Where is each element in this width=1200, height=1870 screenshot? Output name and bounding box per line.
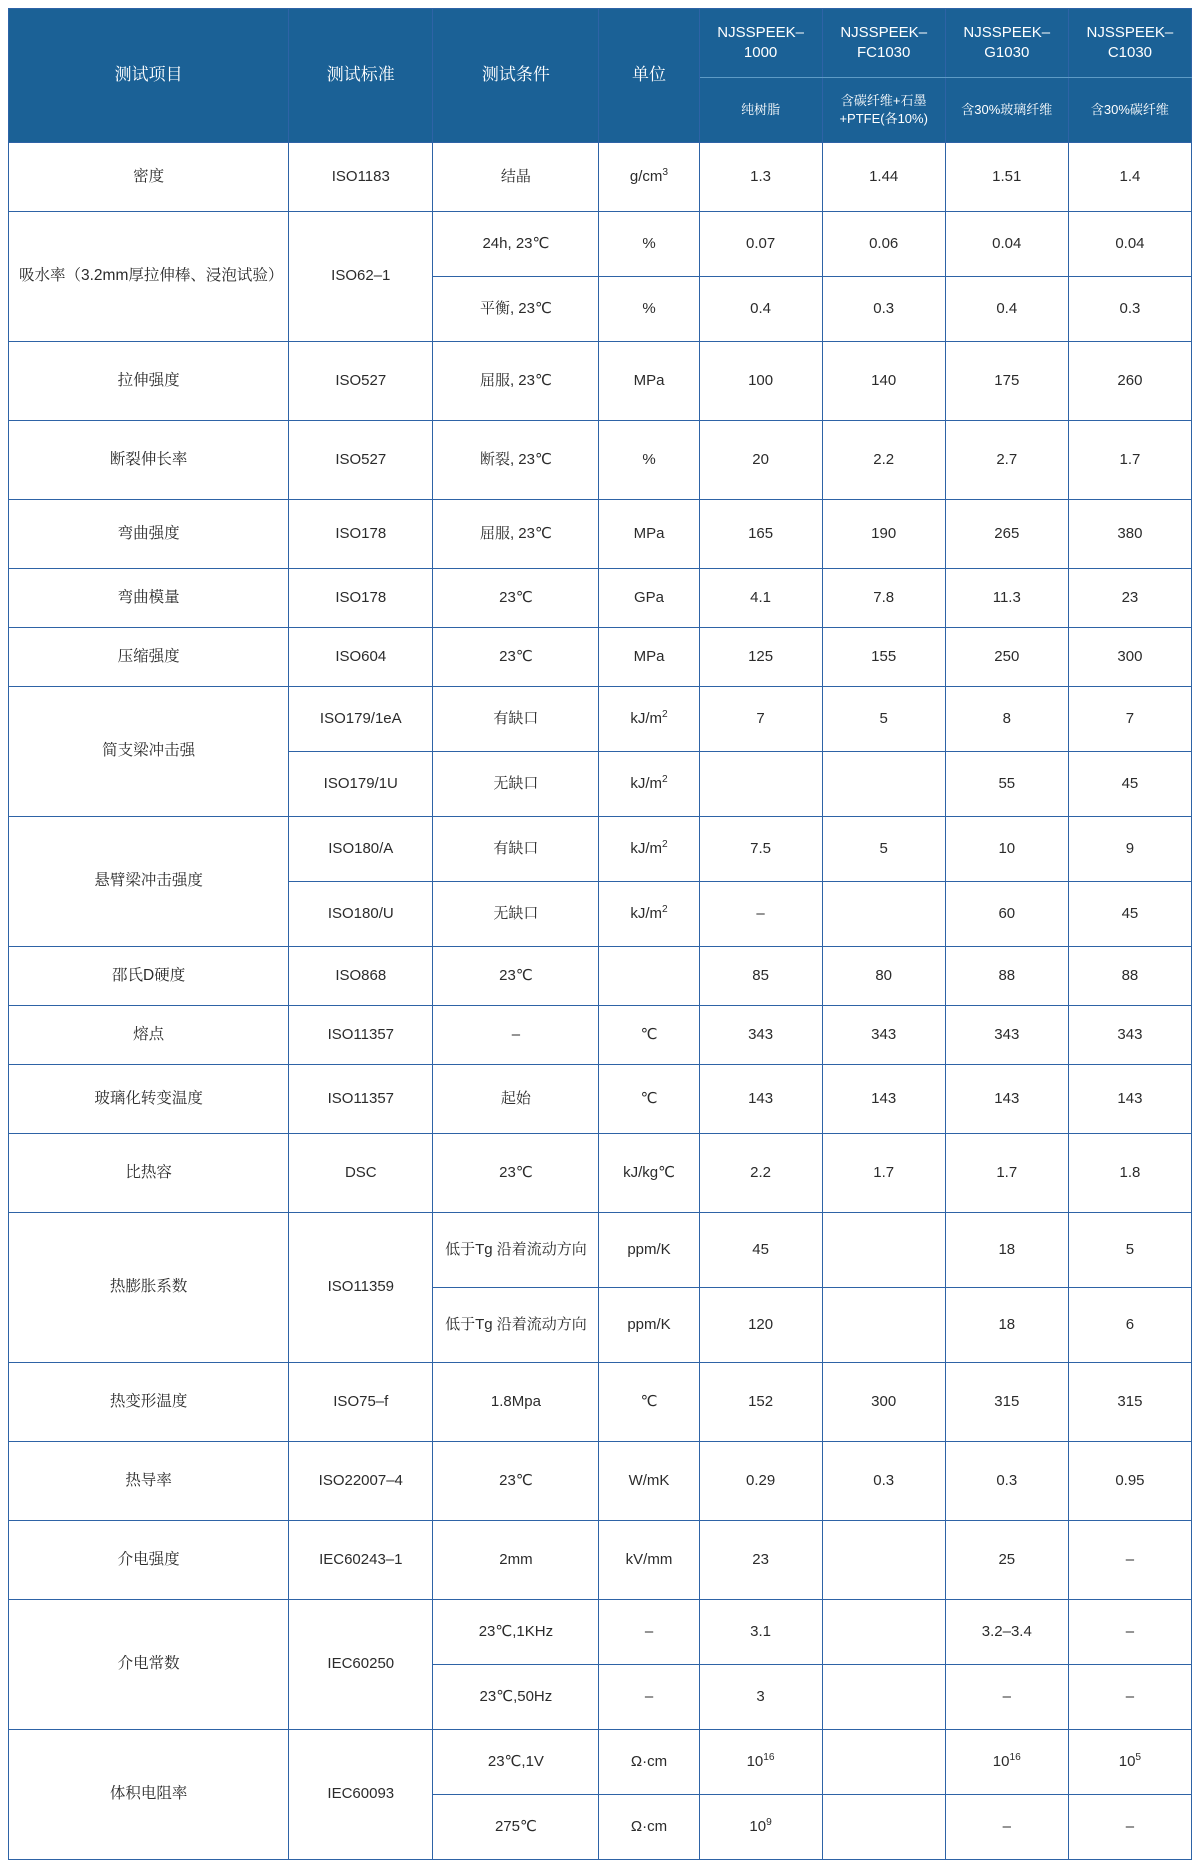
cell-value-product-2: 1.7 xyxy=(822,1134,945,1213)
cell-value-product-2: 343 xyxy=(822,1006,945,1065)
cell-test-condition: 1.8Mpa xyxy=(433,1363,599,1442)
cell-value-product-3: 10 xyxy=(945,817,1068,882)
cell-unit: ppm/K xyxy=(599,1213,699,1288)
cell-value-product-2: 300 xyxy=(822,1363,945,1442)
cell-test-item: 吸水率（3.2mm厚拉伸棒、浸泡试验） xyxy=(9,212,289,342)
cell-value-product-3: 2.7 xyxy=(945,421,1068,500)
cell-value-product-1 xyxy=(699,752,822,817)
cell-test-standard: ISO62–1 xyxy=(289,212,433,342)
cell-unit: Ω·cm xyxy=(599,1730,699,1795)
cell-value-product-4: 1.8 xyxy=(1068,1134,1191,1213)
cell-test-condition: 屈服, 23℃ xyxy=(433,342,599,421)
cell-value-product-4: 7 xyxy=(1068,687,1191,752)
cell-value-product-4: – xyxy=(1068,1795,1191,1860)
table-row xyxy=(9,569,1192,628)
cell-value-product-4: 23 xyxy=(1068,569,1191,628)
cell-value-product-4: 315 xyxy=(1068,1363,1191,1442)
cell-test-condition: 23℃ xyxy=(433,947,599,1006)
cell-value-product-1: 343 xyxy=(699,1006,822,1065)
cell-value-product-1: 1.3 xyxy=(699,143,822,212)
cell-test-condition: 有缺口 xyxy=(433,817,599,882)
table-row xyxy=(9,421,1192,500)
cell-value-product-3: 88 xyxy=(945,947,1068,1006)
cell-value-product-3: $10^{16}$ xyxy=(945,1730,1068,1795)
cell-test-item: 热变形温度 xyxy=(9,1363,289,1442)
cell-test-item: 压缩强度 xyxy=(9,628,289,687)
cell-value-product-1: 152 xyxy=(699,1363,822,1442)
table-row xyxy=(9,947,1192,1006)
cell-test-condition: 无缺口 xyxy=(433,882,599,947)
cell-test-condition: 低于Tg 沿着流动方向 xyxy=(433,1288,599,1363)
cell-value-product-4: 0.3 xyxy=(1068,277,1191,342)
cell-unit xyxy=(599,947,699,1006)
cell-value-product-4: 5 xyxy=(1068,1213,1191,1288)
header-product-4-desc: 含30%碳纤维 xyxy=(1068,78,1191,143)
cell-unit: kJ/kg℃ xyxy=(599,1134,699,1213)
cell-value-product-2 xyxy=(822,882,945,947)
header-product-3-desc: 含30%玻璃纤维 xyxy=(945,78,1068,143)
cell-value-product-2 xyxy=(822,1600,945,1665)
cell-value-product-4: – xyxy=(1068,1600,1191,1665)
cell-test-condition: 无缺口 xyxy=(433,752,599,817)
cell-test-condition: 平衡, 23℃ xyxy=(433,277,599,342)
cell-test-item: 热导率 xyxy=(9,1442,289,1521)
cell-unit: ℃ xyxy=(599,1065,699,1134)
cell-value-product-1: 7 xyxy=(699,687,822,752)
cell-value-product-4: 300 xyxy=(1068,628,1191,687)
header-product-2-name: NJSSPEEK–FC1030 xyxy=(822,9,945,78)
cell-unit: ℃ xyxy=(599,1363,699,1442)
cell-test-standard: IEC60093 xyxy=(289,1730,433,1860)
cell-value-product-2: 190 xyxy=(822,500,945,569)
cell-value-product-1: – xyxy=(699,882,822,947)
header-product-1-desc: 纯树脂 xyxy=(699,78,822,143)
table-row xyxy=(9,1213,1192,1288)
table-row xyxy=(9,1730,1192,1795)
cell-test-item: 熔点 xyxy=(9,1006,289,1065)
cell-unit: kV/mm xyxy=(599,1521,699,1600)
cell-value-product-1: 23 xyxy=(699,1521,822,1600)
cell-test-condition: 结晶 xyxy=(433,143,599,212)
cell-test-condition: 23℃,50Hz xyxy=(433,1665,599,1730)
cell-test-standard: ISO180/U xyxy=(289,882,433,947)
cell-value-product-4: 88 xyxy=(1068,947,1191,1006)
table-row xyxy=(9,1363,1192,1442)
cell-value-product-1: $10^{16}$ xyxy=(699,1730,822,1795)
cell-test-item: 热膨胀系数 xyxy=(9,1213,289,1363)
cell-value-product-3: 25 xyxy=(945,1521,1068,1600)
cell-unit: ppm/K xyxy=(599,1288,699,1363)
cell-test-condition: 低于Tg 沿着流动方向 xyxy=(433,1213,599,1288)
cell-unit: ℃ xyxy=(599,1006,699,1065)
cell-value-product-1: 2.2 xyxy=(699,1134,822,1213)
cell-value-product-1: 165 xyxy=(699,500,822,569)
cell-value-product-2: 140 xyxy=(822,342,945,421)
cell-test-condition: 起始 xyxy=(433,1065,599,1134)
cell-value-product-2 xyxy=(822,1288,945,1363)
cell-unit: MPa xyxy=(599,342,699,421)
cell-test-standard: ISO75–f xyxy=(289,1363,433,1442)
cell-value-product-3: 1.7 xyxy=(945,1134,1068,1213)
cell-value-product-3: – xyxy=(945,1665,1068,1730)
cell-test-standard: DSC xyxy=(289,1134,433,1213)
cell-value-product-1: 120 xyxy=(699,1288,822,1363)
cell-test-standard: ISO868 xyxy=(289,947,433,1006)
header-unit: 单位 xyxy=(599,9,699,143)
cell-test-standard: ISO11357 xyxy=(289,1065,433,1134)
cell-test-condition: 23℃ xyxy=(433,1134,599,1213)
header-product-1-name: NJSSPEEK–1000 xyxy=(699,9,822,78)
cell-value-product-3: 1.51 xyxy=(945,143,1068,212)
cell-value-product-4: 6 xyxy=(1068,1288,1191,1363)
material-properties-table xyxy=(8,8,1192,1860)
cell-value-product-3: 60 xyxy=(945,882,1068,947)
cell-value-product-4: 0.95 xyxy=(1068,1442,1191,1521)
cell-value-product-1: 4.1 xyxy=(699,569,822,628)
cell-value-product-4: 9 xyxy=(1068,817,1191,882)
table-row xyxy=(9,628,1192,687)
table-head xyxy=(9,9,1192,143)
cell-value-product-1: 0.29 xyxy=(699,1442,822,1521)
table-row xyxy=(9,687,1192,752)
cell-value-product-1: 45 xyxy=(699,1213,822,1288)
table-row xyxy=(9,1442,1192,1521)
cell-test-standard: ISO179/1eA xyxy=(289,687,433,752)
cell-value-product-3: 8 xyxy=(945,687,1068,752)
cell-value-product-4: 343 xyxy=(1068,1006,1191,1065)
cell-value-product-3: 143 xyxy=(945,1065,1068,1134)
cell-test-condition: 屈服, 23℃ xyxy=(433,500,599,569)
cell-test-standard: ISO22007–4 xyxy=(289,1442,433,1521)
cell-value-product-3: 175 xyxy=(945,342,1068,421)
cell-unit: % xyxy=(599,212,699,277)
cell-value-product-2: 0.3 xyxy=(822,1442,945,1521)
cell-unit: – xyxy=(599,1665,699,1730)
header-product-3-name: NJSSPEEK–G1030 xyxy=(945,9,1068,78)
cell-value-product-3: 315 xyxy=(945,1363,1068,1442)
cell-value-product-2: 1.44 xyxy=(822,143,945,212)
cell-value-product-1: 85 xyxy=(699,947,822,1006)
cell-test-condition: 23℃ xyxy=(433,1442,599,1521)
cell-unit: % xyxy=(599,277,699,342)
table-row xyxy=(9,1521,1192,1600)
cell-value-product-3: 0.04 xyxy=(945,212,1068,277)
cell-value-product-4: 45 xyxy=(1068,882,1191,947)
cell-test-item: 简支梁冲击强 xyxy=(9,687,289,817)
cell-value-product-3: 0.4 xyxy=(945,277,1068,342)
cell-value-product-1: 3.1 xyxy=(699,1600,822,1665)
cell-value-product-4: 1.7 xyxy=(1068,421,1191,500)
cell-value-product-3: 55 xyxy=(945,752,1068,817)
cell-test-condition: 23℃,1KHz xyxy=(433,1600,599,1665)
cell-unit: – xyxy=(599,1600,699,1665)
cell-test-standard: ISO527 xyxy=(289,342,433,421)
header-condition: 测试条件 xyxy=(433,9,599,143)
cell-value-product-2 xyxy=(822,752,945,817)
cell-value-product-4: $10^5$ xyxy=(1068,1730,1191,1795)
cell-value-product-4: 143 xyxy=(1068,1065,1191,1134)
cell-test-item: 断裂伸长率 xyxy=(9,421,289,500)
table-body xyxy=(9,143,1192,1860)
cell-value-product-1: 143 xyxy=(699,1065,822,1134)
cell-test-item: 邵氏D硬度 xyxy=(9,947,289,1006)
header-product-4-name: NJSSPEEK–C1030 xyxy=(1068,9,1191,78)
cell-test-item: 体积电阻率 xyxy=(9,1730,289,1860)
cell-value-product-2: 5 xyxy=(822,817,945,882)
cell-test-condition: 275℃ xyxy=(433,1795,599,1860)
table-row xyxy=(9,1600,1192,1665)
header-item: 测试项目 xyxy=(9,9,289,143)
cell-value-product-1: $10^9$ xyxy=(699,1795,822,1860)
header-product-2-desc: 含碳纤维+石墨+PTFE(各10%) xyxy=(822,78,945,143)
cell-test-item: 悬臂梁冲击强度 xyxy=(9,817,289,947)
cell-unit: $kJ/m^2$ xyxy=(599,882,699,947)
cell-value-product-1: 20 xyxy=(699,421,822,500)
cell-test-standard: ISO11359 xyxy=(289,1213,433,1363)
cell-value-product-2 xyxy=(822,1730,945,1795)
cell-test-standard: ISO1183 xyxy=(289,143,433,212)
cell-test-condition: – xyxy=(433,1006,599,1065)
cell-value-product-3: 18 xyxy=(945,1288,1068,1363)
table-row xyxy=(9,1065,1192,1134)
cell-test-condition: 23℃ xyxy=(433,569,599,628)
cell-value-product-2: 80 xyxy=(822,947,945,1006)
cell-value-product-3: 3.2–3.4 xyxy=(945,1600,1068,1665)
cell-test-condition: 24h, 23℃ xyxy=(433,212,599,277)
table-row xyxy=(9,817,1192,882)
cell-value-product-4: – xyxy=(1068,1665,1191,1730)
cell-test-item: 弯曲模量 xyxy=(9,569,289,628)
cell-value-product-2: 5 xyxy=(822,687,945,752)
cell-value-product-2: 155 xyxy=(822,628,945,687)
cell-test-item: 介电强度 xyxy=(9,1521,289,1600)
cell-test-item: 弯曲强度 xyxy=(9,500,289,569)
cell-value-product-4: – xyxy=(1068,1521,1191,1600)
cell-value-product-1: 3 xyxy=(699,1665,822,1730)
cell-value-product-3: 265 xyxy=(945,500,1068,569)
cell-test-standard: ISO178 xyxy=(289,569,433,628)
cell-value-product-2: 7.8 xyxy=(822,569,945,628)
cell-test-standard: ISO11357 xyxy=(289,1006,433,1065)
cell-value-product-4: 1.4 xyxy=(1068,143,1191,212)
cell-value-product-2 xyxy=(822,1521,945,1600)
cell-value-product-3: 250 xyxy=(945,628,1068,687)
table-row xyxy=(9,1134,1192,1213)
cell-value-product-2 xyxy=(822,1795,945,1860)
cell-value-product-4: 260 xyxy=(1068,342,1191,421)
cell-test-standard: ISO178 xyxy=(289,500,433,569)
cell-test-condition: 有缺口 xyxy=(433,687,599,752)
cell-unit: $g/cm^3$ xyxy=(599,143,699,212)
table-row xyxy=(9,342,1192,421)
cell-unit: Ω·cm xyxy=(599,1795,699,1860)
cell-test-standard: IEC60243–1 xyxy=(289,1521,433,1600)
cell-value-product-1: 0.4 xyxy=(699,277,822,342)
cell-test-item: 比热容 xyxy=(9,1134,289,1213)
cell-value-product-2: 143 xyxy=(822,1065,945,1134)
header-row-top xyxy=(9,9,1192,78)
cell-unit: % xyxy=(599,421,699,500)
table-row xyxy=(9,500,1192,569)
cell-unit: $kJ/m^2$ xyxy=(599,752,699,817)
cell-value-product-3: 343 xyxy=(945,1006,1068,1065)
cell-value-product-3: 18 xyxy=(945,1213,1068,1288)
cell-value-product-2: 0.3 xyxy=(822,277,945,342)
cell-value-product-2 xyxy=(822,1213,945,1288)
cell-test-standard: ISO527 xyxy=(289,421,433,500)
cell-value-product-1: 0.07 xyxy=(699,212,822,277)
cell-test-standard: ISO604 xyxy=(289,628,433,687)
cell-test-condition: 2mm xyxy=(433,1521,599,1600)
cell-value-product-3: 11.3 xyxy=(945,569,1068,628)
cell-value-product-4: 0.04 xyxy=(1068,212,1191,277)
cell-test-standard: IEC60250 xyxy=(289,1600,433,1730)
cell-unit: GPa xyxy=(599,569,699,628)
cell-unit: MPa xyxy=(599,500,699,569)
header-standard: 测试标准 xyxy=(289,9,433,143)
cell-test-item: 介电常数 xyxy=(9,1600,289,1730)
table-row xyxy=(9,1006,1192,1065)
cell-value-product-2 xyxy=(822,1665,945,1730)
table-row xyxy=(9,212,1192,277)
cell-value-product-2: 2.2 xyxy=(822,421,945,500)
cell-value-product-4: 45 xyxy=(1068,752,1191,817)
table-row xyxy=(9,143,1192,212)
cell-value-product-3: 0.3 xyxy=(945,1442,1068,1521)
cell-value-product-4: 380 xyxy=(1068,500,1191,569)
cell-test-condition: 23℃ xyxy=(433,628,599,687)
cell-value-product-1: 100 xyxy=(699,342,822,421)
cell-test-standard: ISO180/A xyxy=(289,817,433,882)
cell-unit: MPa xyxy=(599,628,699,687)
cell-unit: $kJ/m^2$ xyxy=(599,817,699,882)
cell-test-condition: 断裂, 23℃ xyxy=(433,421,599,500)
cell-value-product-1: 7.5 xyxy=(699,817,822,882)
cell-test-condition: 23℃,1V xyxy=(433,1730,599,1795)
cell-value-product-3: – xyxy=(945,1795,1068,1860)
cell-test-item: 玻璃化转变温度 xyxy=(9,1065,289,1134)
cell-test-item: 拉伸强度 xyxy=(9,342,289,421)
cell-unit: W/mK xyxy=(599,1442,699,1521)
cell-value-product-1: 125 xyxy=(699,628,822,687)
cell-value-product-2: 0.06 xyxy=(822,212,945,277)
cell-unit: $kJ/m^2$ xyxy=(599,687,699,752)
cell-test-standard: ISO179/1U xyxy=(289,752,433,817)
cell-test-item: 密度 xyxy=(9,143,289,212)
